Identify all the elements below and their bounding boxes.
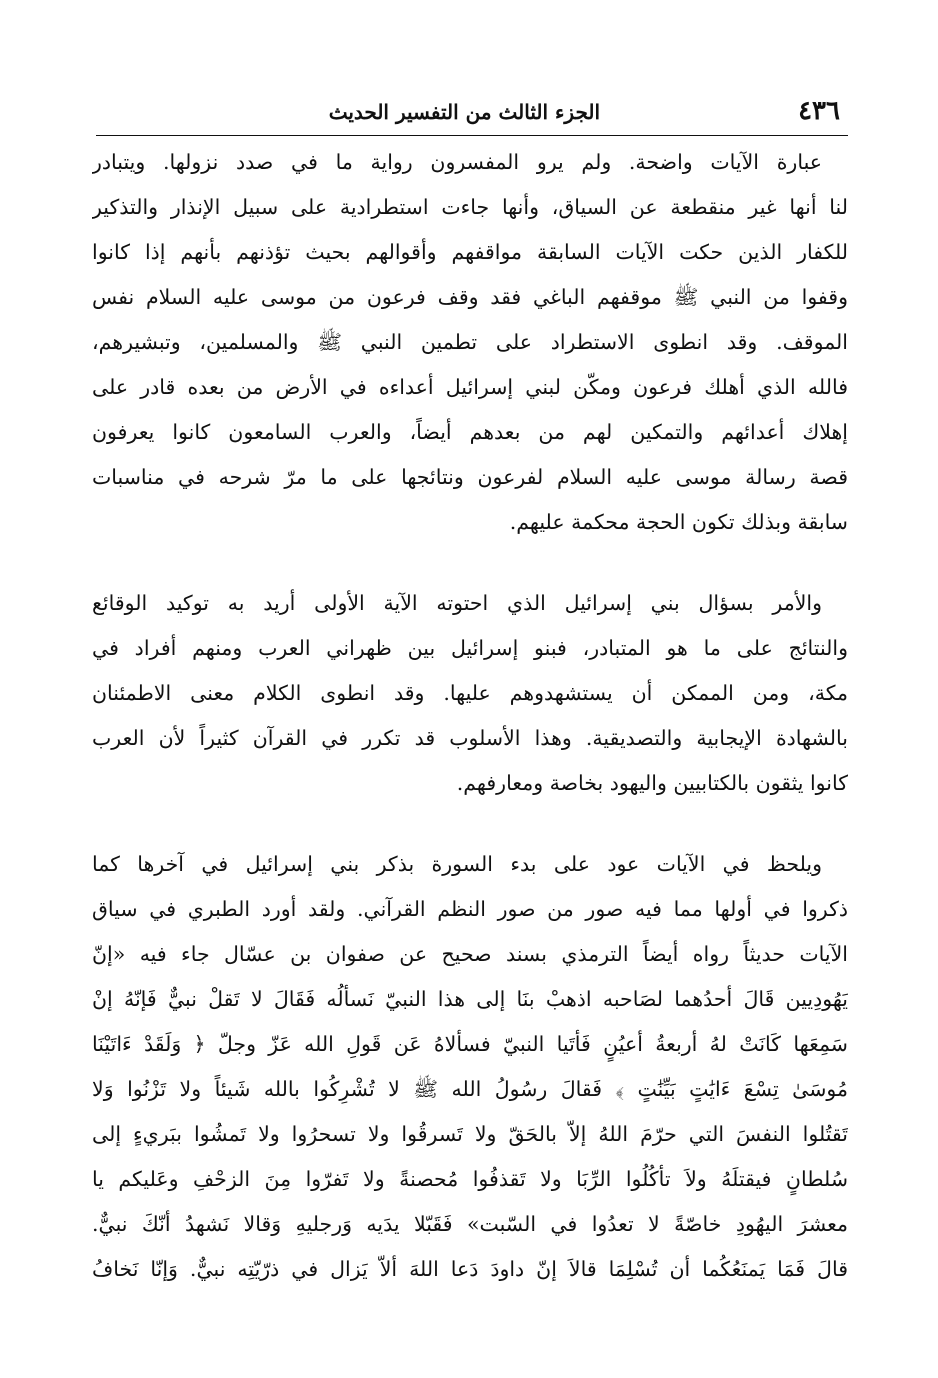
paragraph-spacer (92, 545, 848, 581)
paragraph-spacer (92, 806, 848, 842)
body-text (92, 140, 848, 1292)
text-line: ويلحظ في الآيات عود على بدء السورة بذكر بني إسرائيل في آخرها كما (92, 852, 822, 876)
text-line: تَقتُلوا النفسَ التي حرّمَ اللهُ إلاّ بالحَقّ ولا تَسرقُوا ولا تسحرُوا ولا تَمشُوا ببَريءٍ إلى (92, 1122, 848, 1146)
text-line: للكفار الذين حكت الآيات السابقة مواقفهم وأقوالهم بحيث تؤذنهم بأنهم إذا كانوا (92, 240, 848, 264)
text-line: ذكروا في أولها مما فيه صور من صور النظم القرآني. ولقد أورد الطبري في سياق (92, 897, 848, 921)
text-line: إهلاك أعدائهم والتمكين لهم من بعدهم أيضاً، والعرب السامعون كانوا يعرفون (92, 420, 848, 444)
text-line: مُوسَىٰ تِسْعَ ءَايَٰتٍ بَيِّنَٰتٍ ﴾ فَقالَ رسُولُ الله ﷺ لا تُشْرِكُوا بالله شَيئاً ولا تَزْنُوا وَلا (92, 1077, 848, 1101)
text-line: فالله الذي أهلك فرعون ومكّن لبني إسرائيل أعداءه في الأرض من بعده قادر على (92, 375, 848, 399)
text-line: يَهُودِيين قَالَ أحدُهما لصَاحبه اذهبْ بنَا إلى هذا النبيّ نَسألُه فَقَالَ لا تَقلْ نبيٌّ فَإنّهُ إنْ (92, 987, 848, 1011)
paragraph-1 (92, 140, 848, 545)
text-line: سَمِعَها كَانَتْ لهُ أربعةُ أعيُنٍ فَأتَيا النبيّ فسألاهُ عَن قَولِ الله عَزّ وجلّ ﴿ وَلَقَدْ ءَاتَيْنَا (92, 1032, 848, 1056)
text-line: عبارة الآيات واضحة. ولم يرو المفسرون رواية ما في صدد نزولها. ويتبادر (92, 150, 822, 174)
text-line: قالَ فَمَا يَمنَعُكُما أن تُسْلِمَا قالاَ إنّ داودَ دَعا اللهَ ألاّ يَزال في ذرّيّتِه نبيٌّ. وَإنّا نَخافُ (92, 1257, 848, 1281)
text-line: سُلطانٍ فيقتلَهُ ولاَ تأكُلُوا الرِّبَا ولا تَقذفُوا مُحصنةً ولا تَفرّوا مِنَ الزحْفِ وعَليكم يا (92, 1167, 848, 1191)
page-header (96, 92, 848, 132)
text-line: بالشهادة الإيجابية والتصديقية. وهذا الأسلوب قد تكرر في القرآن كثيراً لأن العرب (92, 726, 848, 750)
text-line: وقفوا من النبي ﷺ موقفهم الباغي فقد وقف فرعون من موسى عليه السلام نفس (92, 285, 848, 309)
page-number: ٤٣٦ (798, 96, 840, 126)
paragraph-3 (92, 842, 848, 1292)
text-line: قصة رسالة موسى عليه السلام لفرعون ونتائجها على ما مرّ شرحه في مناسبات (92, 465, 848, 489)
text-line: مكة، ومن الممكن أن يستشهدوهم عليها. وقد انطوى الكلام معنى الاطمئنان (92, 681, 848, 705)
text-line: كانوا يثقون بالكتابيين واليهود بخاصة ومعارفهم. (456, 771, 848, 795)
text-line: معشرَ اليهُودِ خاصّةً لا تعدُوا في السّبت» فَقَبّلا يدَيه وَرجليهِ وَقالا نَشهدُ أنّكَ نبيٌّ. (92, 1212, 848, 1236)
text-line: سابقة وبذلك تكون الحجة محكمة عليهم. (509, 510, 848, 534)
text-line: الموقف. وقد انطوى الاستطراد على تطمين النبي ﷺ والمسلمين، وتبشيرهم، (92, 330, 848, 354)
running-title: الجزء الثالث من التفسير الحديث (328, 100, 600, 124)
header-rule (96, 135, 848, 136)
text-line: والنتائج على ما هو المتبادر، فبنو إسرائيل بين ظهراني العرب ومنهم أفراد في (92, 636, 848, 660)
text-line: والأمر بسؤال بني إسرائيل الذي احتوته الآية الأولى أريد به توكيد الوقائع (92, 591, 822, 615)
paragraph-2 (92, 581, 848, 806)
text-line: الآيات حديثاً رواه أيضاً الترمذي بسند صحيح عن صفوان بن عسّال جاء فيه «إنّ (92, 942, 848, 966)
text-line: لنا أنها غير منقطعة عن السياق، وأنها جاءت استطرادية على سبيل الإنذار والتذكير (92, 195, 848, 219)
